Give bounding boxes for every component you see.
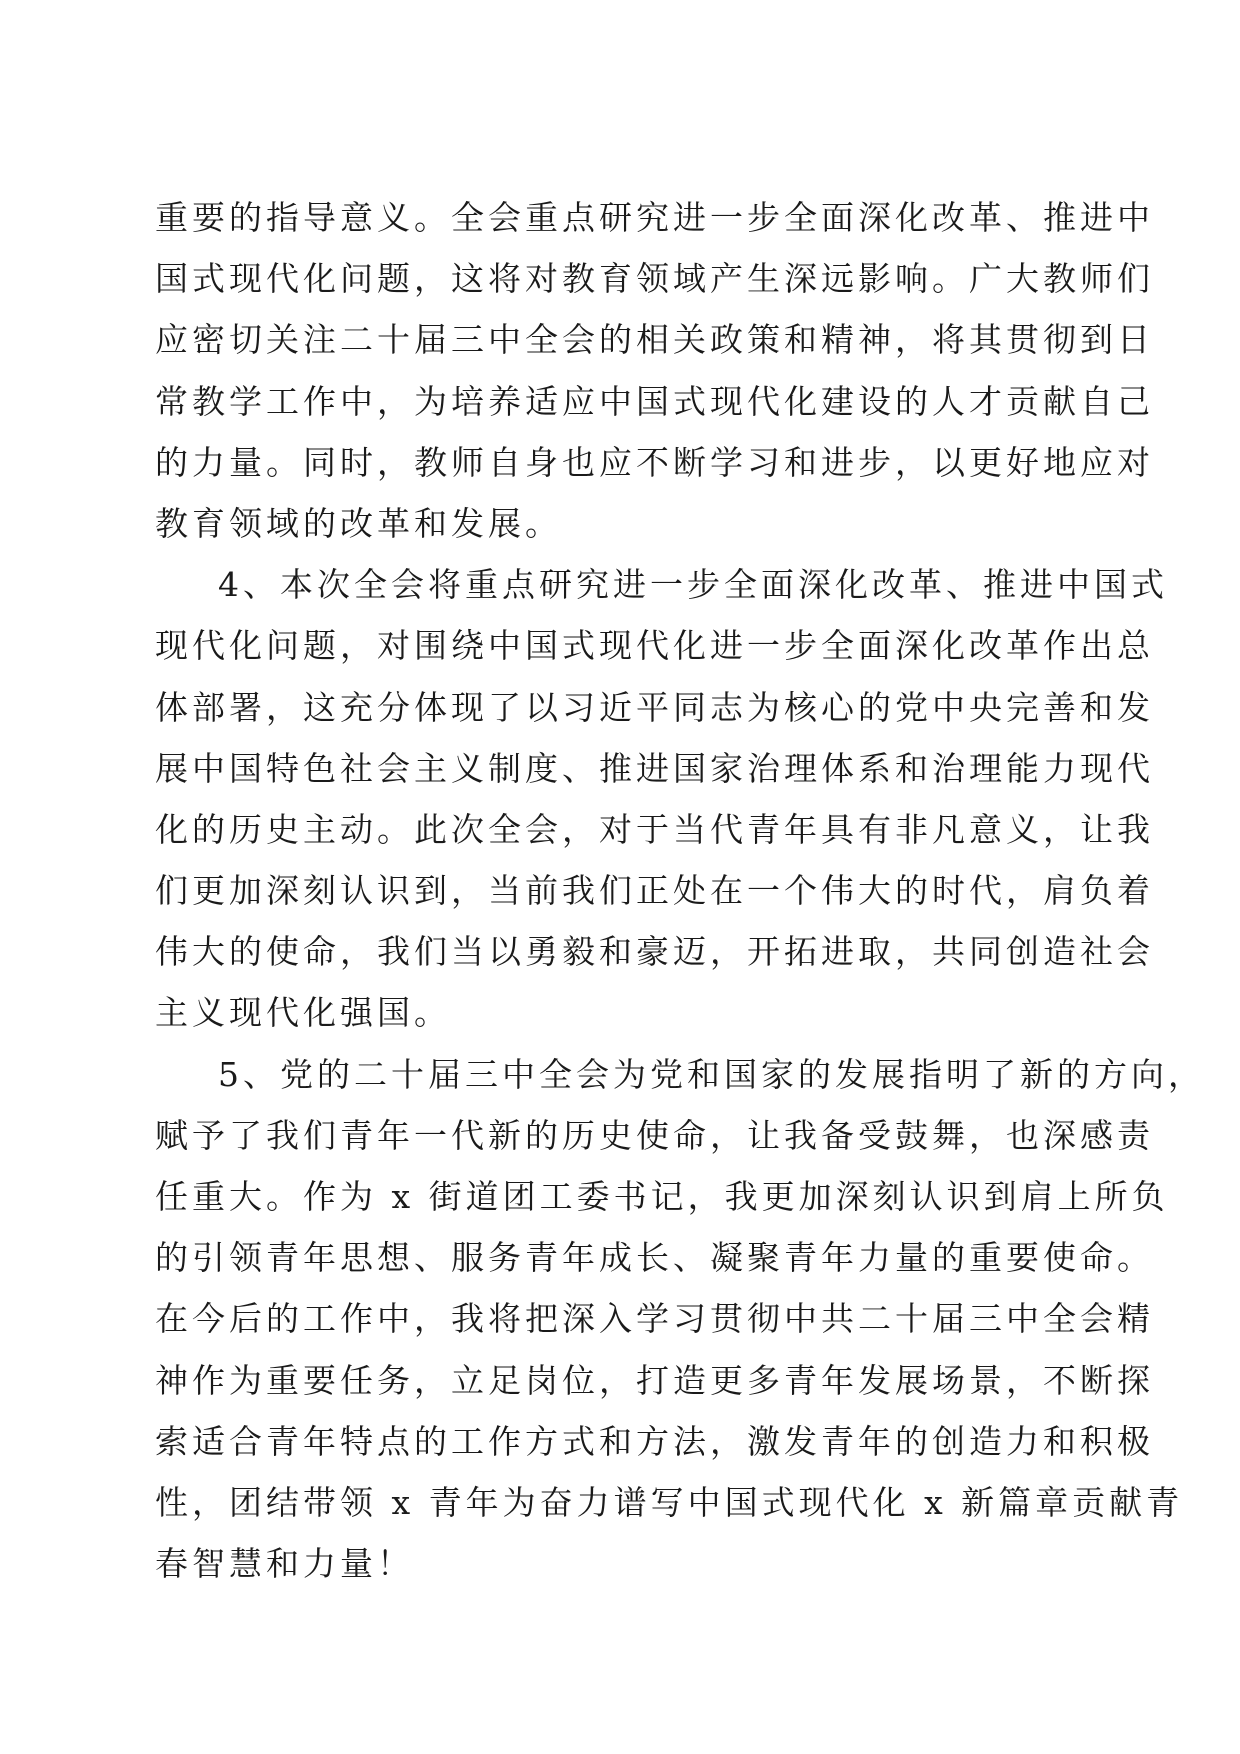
paragraph-line: 国式现代化问题，这将对教育领域产生深远影响。广大教师们 (155, 259, 1154, 299)
paragraph-line: 教育领域的改革和发展。 (155, 503, 562, 543)
paragraph-line: 的引领青年思想、服务青年成长、凝聚青年力量的重要使命。 (155, 1238, 1154, 1278)
paragraph-line: 赋予了我们青年一代新的历史使命，让我备受鼓舞，也深感责 (155, 1115, 1154, 1155)
paragraph-line: 在今后的工作中，我将把深入学习贯彻中共二十届三中全会精 (155, 1299, 1154, 1339)
paragraph-line: 主义现代化强国。 (155, 993, 451, 1033)
paragraph-line: 4、本次全会将重点研究进一步全面深化改革、推进中国式 (218, 565, 1168, 605)
paragraph-line: 5、党的二十届三中全会为党和国家的发展指明了新的方向， (218, 1054, 1205, 1094)
paragraph-line: 应密切关注二十届三中全会的相关政策和精神，将其贯彻到日 (155, 320, 1154, 360)
paragraph-line: 们更加深刻认识到，当前我们正处在一个伟大的时代，肩负着 (155, 871, 1154, 911)
paragraph-line: 常教学工作中，为培养适应中国式现代化建设的人才贡献自己 (155, 381, 1154, 421)
paragraph-line: 春智慧和力量！ (155, 1544, 414, 1584)
paragraph-line: 的力量。同时，教师自身也应不断学习和进步，以更好地应对 (155, 442, 1154, 482)
paragraph-line: 体部署，这充分体现了以习近平同志为核心的党中央完善和发 (155, 687, 1154, 727)
paragraph-line: 神作为重要任务，立足岗位，打造更多青年发展场景，不断探 (155, 1360, 1154, 1400)
paragraph-line: 索适合青年特点的工作方式和方法，激发青年的创造力和积极 (155, 1421, 1154, 1461)
paragraph-line: 展中国特色社会主义制度、推进国家治理体系和治理能力现代 (155, 748, 1154, 788)
paragraph-line: 现代化问题，对围绕中国式现代化进一步全面深化改革作出总 (155, 626, 1154, 666)
paragraph-line: 伟大的使命，我们当以勇毅和豪迈，开拓进取，共同创造社会 (155, 932, 1154, 972)
document-body (155, 187, 1205, 1594)
paragraph-line: 任重大。作为 x 街道团工委书记，我更加深刻认识到肩上所负 (155, 1177, 1169, 1216)
paragraph-line: 重要的指导意义。全会重点研究进一步全面深化改革、推进中 (155, 198, 1154, 237)
paragraph-line: 性，团结带领 x 青年为奋力谱写中国式现代化 x 新篇章贡献青 (155, 1482, 1184, 1522)
paragraph-2 (155, 554, 1168, 1044)
paragraph-3 (155, 1044, 1205, 1595)
paragraph-line: 化的历史主动。此次全会，对于当代青年具有非凡意义，让我 (155, 809, 1154, 849)
paragraph-1 (155, 187, 1154, 554)
